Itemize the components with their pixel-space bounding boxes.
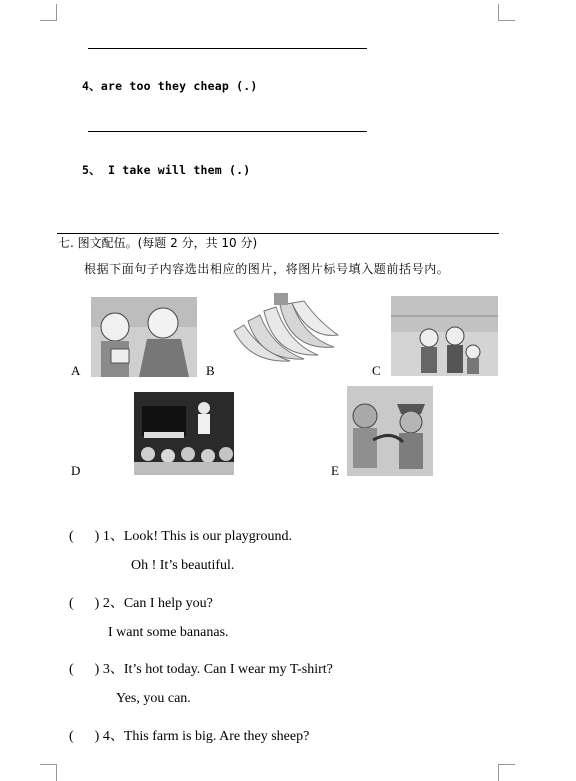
crop-mark-bottom-right bbox=[498, 764, 515, 781]
picture-label-b: B bbox=[206, 363, 215, 378]
scramble-question-5: 5、 I take will them (.) bbox=[82, 163, 251, 177]
kids-greeting-picture bbox=[91, 297, 197, 377]
scramble-question-4: 4、are too they cheap (.) bbox=[82, 79, 258, 93]
question-4-bracket[interactable]: ( ) 4、 bbox=[69, 729, 124, 744]
question-2-text: Can I help you? bbox=[123, 596, 213, 611]
music-class-picture bbox=[134, 392, 234, 475]
section-instruction: 根据下面句子内容选出相应的图片，将图片标号填入题前括号内。 bbox=[84, 262, 450, 276]
bananas-picture bbox=[230, 291, 341, 369]
picture-label-d: D bbox=[71, 463, 81, 478]
picture-label-a: A bbox=[71, 363, 81, 378]
section-title: 七. 图文配伍。(每题 2 分，共 10 分) bbox=[58, 236, 258, 250]
question-1-bracket[interactable]: ( ) 1、 bbox=[69, 529, 124, 544]
question-2-bracket[interactable]: ( ) 2、 bbox=[69, 596, 124, 611]
question-3-answer: Yes, you can. bbox=[116, 691, 191, 706]
question-4-text: This farm is big. Are they sheep? bbox=[123, 729, 310, 744]
kids-playground-picture bbox=[391, 296, 498, 376]
farmer-sheep-picture bbox=[347, 386, 433, 476]
question-2-answer: I want some bananas. bbox=[108, 625, 229, 640]
picture-label-c: C bbox=[372, 363, 381, 378]
question-1-text: Look! This is our playground. bbox=[123, 529, 292, 544]
question-4 bbox=[69, 725, 309, 745]
question-3 bbox=[69, 658, 333, 678]
question-3-bracket[interactable]: ( ) 3、 bbox=[69, 662, 124, 677]
crop-mark-top-right bbox=[498, 4, 515, 21]
crop-mark-bottom-left bbox=[40, 764, 57, 781]
picture-label-e: E bbox=[331, 463, 339, 478]
answer-line-4 bbox=[88, 131, 367, 132]
question-3-text: It’s hot today. Can I wear my T-shirt? bbox=[123, 662, 333, 677]
crop-mark-top-left bbox=[40, 4, 57, 21]
question-1 bbox=[69, 525, 292, 545]
question-1-answer: Oh ! It’s beautiful. bbox=[131, 558, 235, 573]
answer-line-3 bbox=[88, 48, 367, 49]
question-2 bbox=[69, 592, 213, 612]
